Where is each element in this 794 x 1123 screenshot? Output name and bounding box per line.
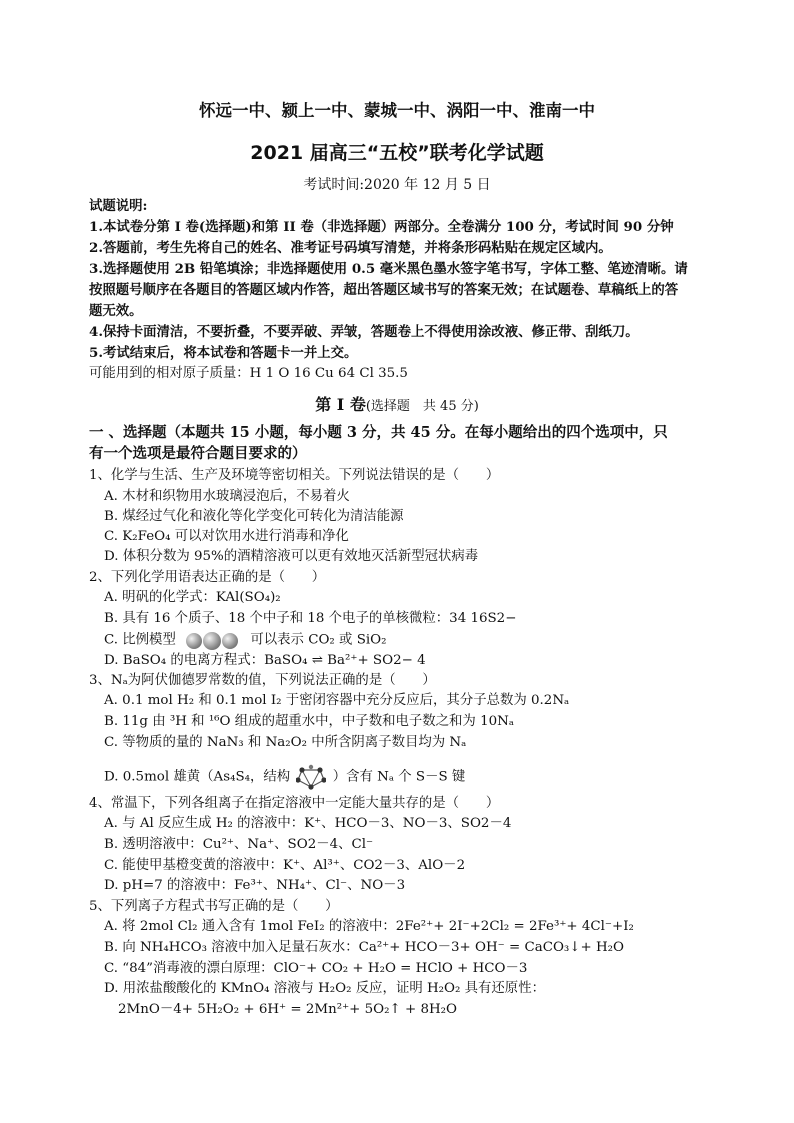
question-option: D. pH=7 的溶液中：Fe³⁺、NH₄⁺、Cl⁻、NO－3 [104,878,406,893]
question-option [104,631,387,650]
instruction-item: 按照题号顺序在各题目的答题区域内作答，超出答题区域书写的答案无效；在试题卷、草稿纸上的答 [89,282,679,298]
instruction-item: 2.答题前，考生先将自己的姓名、准考证号码填写清楚，并将条形码粘贴在规定区域内。 [89,240,612,256]
question-option: A. 将 2mol Cl₂ 通入含有 1mol FeI₂ 的溶液中：2Fe²⁺+ 2I⁻+2Cl₂ = 2Fe³⁺+ 4Cl⁻+I₂ [104,919,634,934]
question-option: C. 等物质的量的 NaN₃ 和 Na₂O₂ 中所含阴离子数目均为 Nₐ [104,735,467,750]
realgar-structure-icon [296,764,326,790]
question-option: A. 明矾的化学式：KAl(SO₄)₂ [104,590,281,605]
question-option [104,764,465,790]
question-option: B. 向 NH₄HCO₃ 溶液中加入足量石灰水：Ca²⁺+ HCO－3+ OH⁻ = CaCO₃↓+ H₂O [104,940,625,955]
section-title [0,396,794,416]
instruction-item: 3.选择题使用 2B 铅笔填涂；非选择题使用 0.5 毫米黑色墨水签字笔书写，字体工整、笔迹清晰。请 [89,261,688,277]
question-option: A. 木材和织物用水玻璃浸泡后，不易着火 [104,489,350,504]
exam-title: 2021 届高三“五校”联考化学试题 [250,142,544,164]
instruction-item: 1.本试卷分第 I 卷(选择题)和第 II 卷（非选择题）两部分。全卷满分 100 分，考试时间 90 分钟 [89,219,674,235]
question-stem: 4、常温下，下列各组离子在指定溶液中一定能大量共存的是（ ） [89,796,500,811]
question-stem: 3、Nₐ为阿伏伽德罗常数的值，下列说法正确的是（ ） [89,673,436,688]
question-option: C. “84”消毒液的漂白原理：ClO⁻+ CO₂ + H₂O = HClO + HCO－3 [104,961,528,976]
question-option: B. 透明溶液中：Cu²⁺、Na⁺、SO2－4、Cl⁻ [104,837,374,852]
question-option: B. 煤经过气化和液化等化学变化可转化为清洁能源 [104,509,404,524]
instructions-heading: 试题说明: [89,198,148,214]
section-heading-line: 一 、选择题（本题共 15 小题，每小题 3 分，共 45 分。在每小题给出的四个选项中，只 [89,424,668,441]
question-option: B. 具有 16 个质子、18 个中子和 18 个电子的单核微粒：34 16S2− [104,611,517,626]
question-option: B. 11g 由 ³H 和 ¹⁶O 组成的超重水中，中子数和电子数之和为 10Nₐ [104,714,514,729]
instruction-item: 5.考试结束后，将本试卷和答题卡一并上交。 [89,345,358,361]
question-option-equation: 2MnO－4+ 5H₂O₂ + 6H⁺ = 2Mn²⁺+ 5O₂↑ + 8H₂O [118,1002,457,1017]
question-option: D. 用浓盐酸酸化的 KMnO₄ 溶液与 H₂O₂ 反应，证明 H₂O₂ 具有还原性： [104,981,545,996]
option-c-suffix: 可以表示 CO₂ 或 SiO₂ [250,632,387,648]
question-option: A. 与 Al 反应生成 H₂ 的溶液中：K⁺、HCO－3、NO－3、SO2－4 [104,816,512,831]
question-option: C. 能使甲基橙变黄的溶液中：K⁺、Al³⁺、CO2－3、AlO－2 [104,858,466,873]
question-stem: 2、下列化学用语表达正确的是（ ） [89,570,326,585]
exam-time: 考试时间:2020 年 12 月 5 日 [303,177,491,193]
ball-model-icon [186,631,240,649]
section-title-sub: (选择题 共 45 分) [365,399,479,414]
school-list: 怀远一中、颍上一中、蒙城一中、涡阳一中、淮南一中 [199,101,595,120]
question-option: D. BaSO₄ 的电离方程式：BaSO₄ ⇌ Ba²⁺+ SO2− 4 [104,653,426,668]
atomic-mass-note: 可能用到的相对原子质量：H 1 O 16 Cu 64 Cl 35.5 [89,366,408,381]
option-c-prefix: C. 比例模型 [104,632,176,648]
option-d-prefix: D. 0.5mol 雄黄（As₄S₄，结构 [104,769,291,785]
question-stem: 1、化学与生活、生产及环境等密切相关。下列说法错误的是（ ） [89,468,500,483]
instruction-item: 题无效。 [89,303,143,319]
instruction-item: 4.保持卡面清洁，不要折叠，不要弄破、弄皱，答题卷上不得使用涂改液、修正带、刮纸刀。 [89,324,639,340]
question-stem: 5、下列离子方程式书写正确的是（ ） [89,899,339,914]
question-option: A. 0.1 mol H₂ 和 0.1 mol I₂ 于密闭容器中充分反应后，其分子总数为 0.2Nₐ [104,693,570,708]
section-heading-line: 有一个选项是最符合题目要求的） [89,445,307,462]
section-title-main: 第 I 卷 [315,395,366,414]
question-option: D. 体积分数为 95%的酒精溶液可以更有效地灭活新型冠状病毒 [104,549,479,564]
option-d-suffix: ）含有 Nₐ 个 S－S 键 [332,769,466,785]
question-option: C. K₂FeO₄ 可以对饮用水进行消毒和净化 [104,529,349,544]
